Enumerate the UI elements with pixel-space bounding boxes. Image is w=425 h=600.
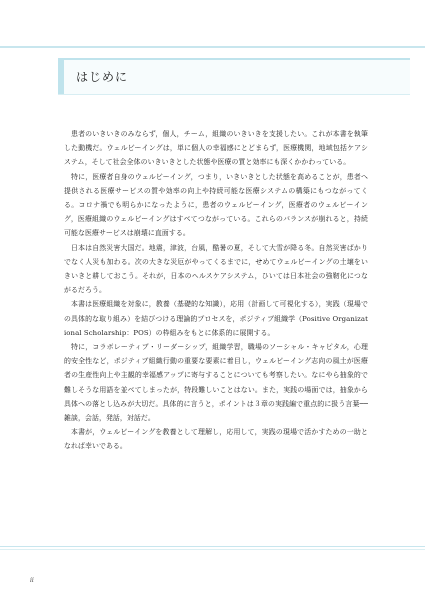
paragraph-2: 特に，医療者自身のウェルビーイング，つまり，いきいきとした状態を高めることが，患者へ提供される医療サービスの質や効率の向上や持続可能な医療システムの構築にもつながってくる。コロナ禍でも明らかになったように，患者のウェルビーイング，医療者のウェルビーイング，医療組織のウェルビーイングはすべてつながっている。これらのバランスが崩れると，持続可能な医療サービスは崩壊に直面する。	[64, 172, 368, 238]
page-heading: はじめに	[76, 70, 129, 84]
paragraph-3: 日本は自然災害大国だ。地震，津波，台風，酷暑の夏，そして大雪が降る冬。自然災害ばかりでなく人災も加わる。次の大きな災厄がやってくるまでに，せめてウェルビーイングの土壌をいきいきと耕しておこう。それが，日本のヘルスケアシステム，ひいては日本社会の強靭化につながるだろう。	[64, 243, 368, 295]
bottom-decorative-rule-secondary	[0, 549, 425, 550]
body-text	[64, 127, 368, 454]
paragraph-4: 本書は医療組織を対象に，教養（基礎的な知識），応用（計画して可視化する），実践（現場での具体的な取り組み）を結びつける理論的プロセスを，ポジティブ組織学（Positive Organizational Scholarship：POS）の枠組みをもとに体系的に展開する。	[64, 300, 368, 337]
paragraph-6: 本書が，ウェルビーイングを教養として理解し，応用して，実践の現場で活かすための一助となれば幸いである。	[64, 428, 368, 451]
page-number: ii	[30, 577, 34, 584]
paragraph-1: 患者のいきいきのみならず，個人，チーム，組織のいきいきを支援したい。これが本書を執筆した動機だ。ウェルビーイングは，単に個人の幸福感にとどまらず，医療機関，地域包括ケアシステム，そして社会全体のいきいきとした状態や医療の質と効率にも深くかかわっている。	[64, 130, 368, 167]
top-decorative-rule	[0, 46, 425, 48]
bottom-decorative-rule	[0, 546, 425, 547]
paragraph-5: 特に，コラボレーティブ・リーダーシップ，組織学習，職場のソーシャル・キャピタル，心理的安全性など，ポジティブ組織行動の重要な要素に着目し，ウェルビーイング志向の風土が医療者の生産性向上や主観的幸福感アップに寄与することについても考察したい。なにやら抽象的で難しそうな用語を並べてしまったが，特段難しいことはない。また，実践の場面では，抽象から具体への落とし込みが大切だ。具体的に言うと，ポイントは３章の実践編で重点的に扱う言葉──雑談，会話，発話，対話だ。	[64, 343, 368, 423]
